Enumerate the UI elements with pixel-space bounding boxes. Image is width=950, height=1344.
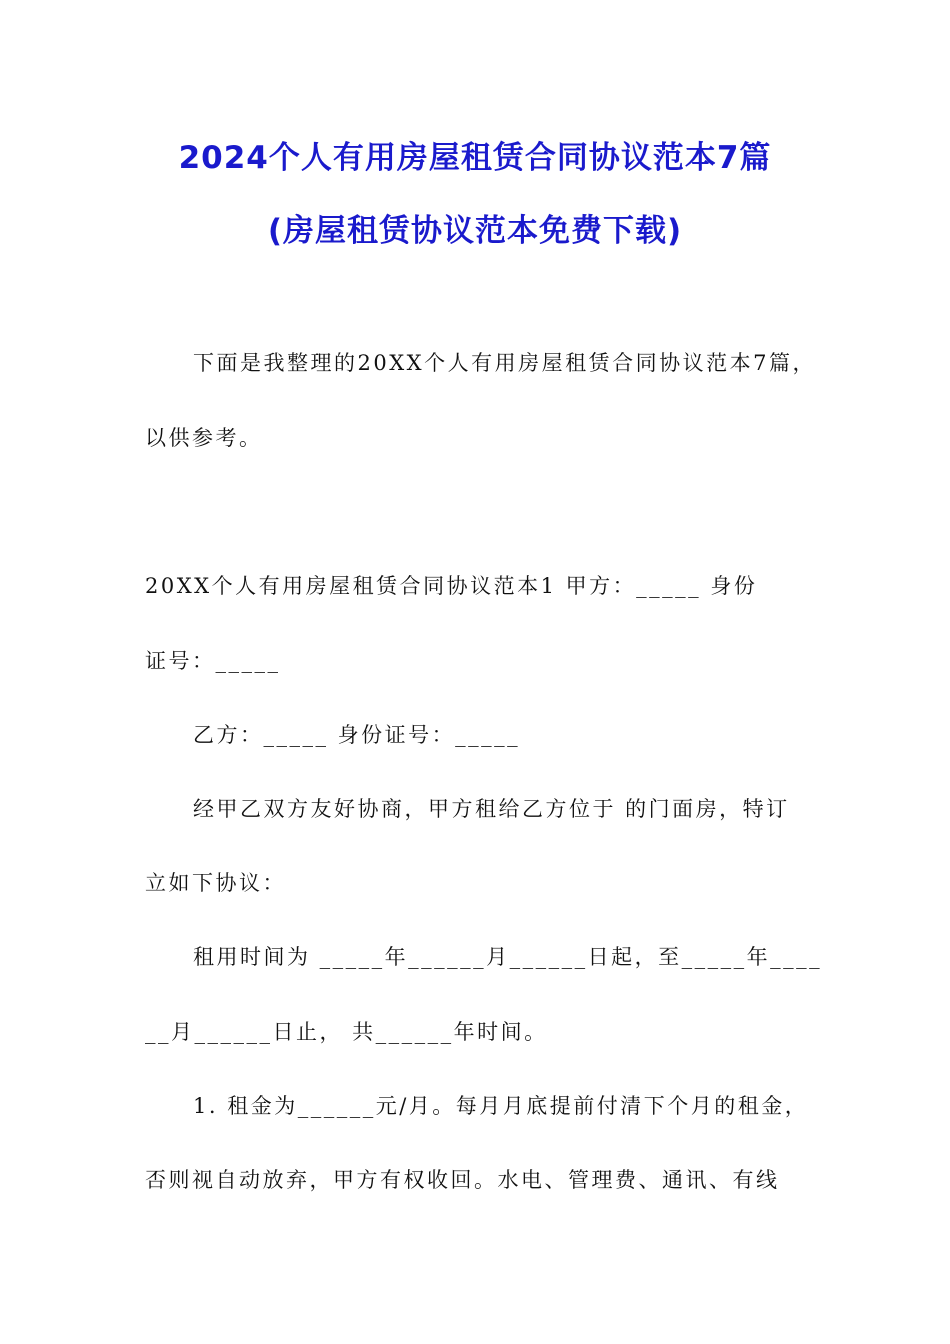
contract-clause-line: 1. 租金为______元/月。每月月底提前付清下个月的租金，	[193, 1094, 809, 1118]
contract-clause-line: 否则视自动放弃，甲方有权收回。水电、管理费、通讯、有线	[145, 1168, 780, 1192]
contract-heading-line: 20XX个人有用房屋租赁合同协议范本1 甲方：_____ 身份	[145, 574, 758, 598]
intro-paragraph-line: 下面是我整理的20XX个人有用房屋租赁合同协议范本7篇，	[193, 351, 816, 375]
intro-paragraph-line: 以供参考。	[145, 426, 263, 450]
document-title: 2024个人有用房屋租赁合同协议范本7篇	[178, 140, 772, 176]
contract-text-line: 租用时间为 _____年______月______日起，至_____年____	[193, 945, 823, 969]
contract-text-line: 乙方：_____ 身份证号：_____	[193, 723, 521, 747]
document-subtitle: (房屋租赁协议范本免费下载)	[267, 213, 683, 249]
contract-text-line: 证号：_____	[145, 649, 281, 673]
contract-text-line: __月______日止， 共______年时间。	[145, 1020, 548, 1044]
contract-text-line: 经甲乙双方友好协商，甲方租给乙方位于 的门面房，特订	[193, 797, 790, 821]
contract-text-line: 立如下协议：	[145, 871, 286, 895]
